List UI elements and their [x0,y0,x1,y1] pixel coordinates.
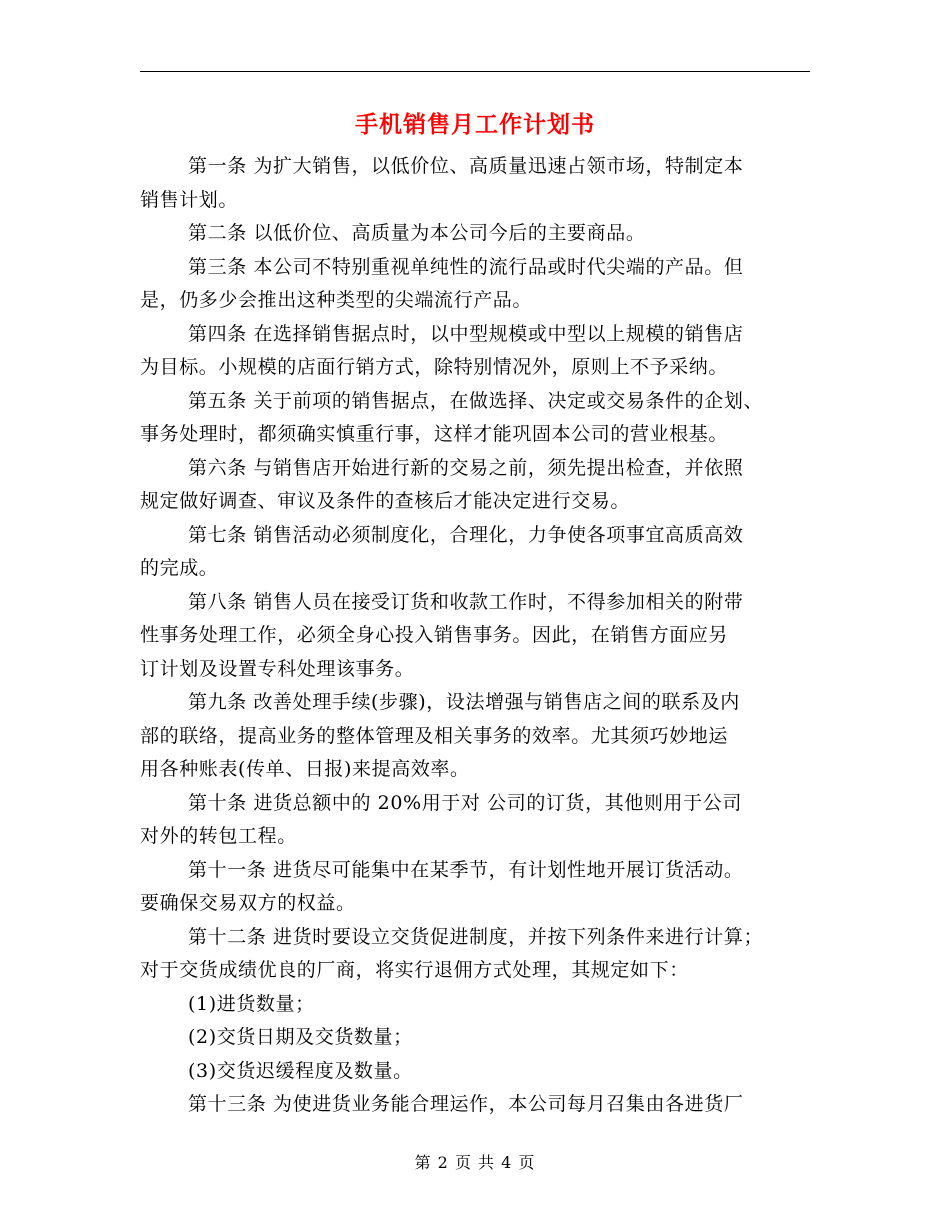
paragraph-line: 第十二条 进货时要设立交货促进制度，并按下列条件来进行计算； [188,925,764,948]
paragraph-line: 第二条 以低价位、高质量为本公司今后的主要商品。 [188,222,646,244]
paragraph-line: 对外的转包工程。 [140,825,297,847]
paragraph-line: 第三条 本公司不特别重视单纯性的流行品或时代尖端的产品。但 [188,255,744,278]
paragraph-line: 第六条 与销售店开始进行新的交易之前，须先提出检查，并依照 [188,456,744,479]
paragraph-line: 对于交货成绩优良的厂商，将实行退佣方式处理，其规定如下： [140,959,689,981]
paragraph-line: 的完成。 [140,557,219,579]
paragraph-line: 第十条 进货总额中的 20%用于对 公司的订货，其他则用于公司 [188,791,742,814]
list-item: (3)交货迟缓程度及数量。 [188,1059,413,1082]
list-item: (2)交货日期及交货数量； [188,1026,413,1048]
paragraph-line: 要确保交易双方的权益。 [140,892,356,914]
paragraph-line: 事务处理时，都须确实慎重行事，这样才能巩固本公司的营业根基。 [140,423,729,445]
header-rule [140,71,810,72]
paragraph-line: 性事务处理工作，必须全身心投入销售事务。因此，在销售方面应另 [140,624,729,646]
paragraph-line: 订计划及设置专科处理该事务。 [140,657,415,680]
paragraph-line: 第十一条 进货尽可能集中在某季节，有计划性地开展订货活动。 [188,858,744,881]
paragraph-line: 第一条 为扩大销售，以低价位、高质量迅速占领市场，特制定本 [188,155,744,177]
paragraph-line: 规定做好调查、审议及条件的查核后才能决定进行交易。 [140,490,631,512]
paragraph-line: 第五条 关于前项的销售据点，在做选择、决定或交易条件的企划、 [188,389,764,412]
document-body [140,150,830,1122]
paragraph-line: 销售计划。 [140,188,239,211]
paragraph-line: 第四条 在选择销售据点时，以中型规模或中型以上规模的销售店 [188,322,744,345]
document-title: 手机销售月工作计划书 [355,112,595,138]
paragraph-line: 部的联络，提高业务的整体管理及相关事务的效率。尤其须巧妙地运 [140,724,729,747]
list-item: (1)进货数量； [188,992,315,1015]
paragraph-line: 第九条 改善处理手续(步骤)，设法增强与销售店之间的联系及内 [188,691,740,713]
paragraph-line: 第十三条 为使进货业务能合理运作，本公司每月召集由各进货厂 [188,1093,744,1115]
paragraph-line: 是，仍多少会推出这种类型的尖端流行产品。 [140,289,533,311]
page-number: 第 2 页 共 4 页 [414,1153,536,1172]
paragraph-line: 第八条 销售人员在接受订货和收款工作时，不得参加相关的附带 [188,590,744,613]
paragraph-line: 用各种账表(传单、日报)来提高效率。 [140,758,470,780]
paragraph-line: 第七条 销售活动必须制度化，合理化，力争使各项事宜高质高效 [188,523,744,546]
paragraph-line: 为目标。小规模的店面行销方式，除特别情况外，原则上不予采纳。 [140,356,729,378]
